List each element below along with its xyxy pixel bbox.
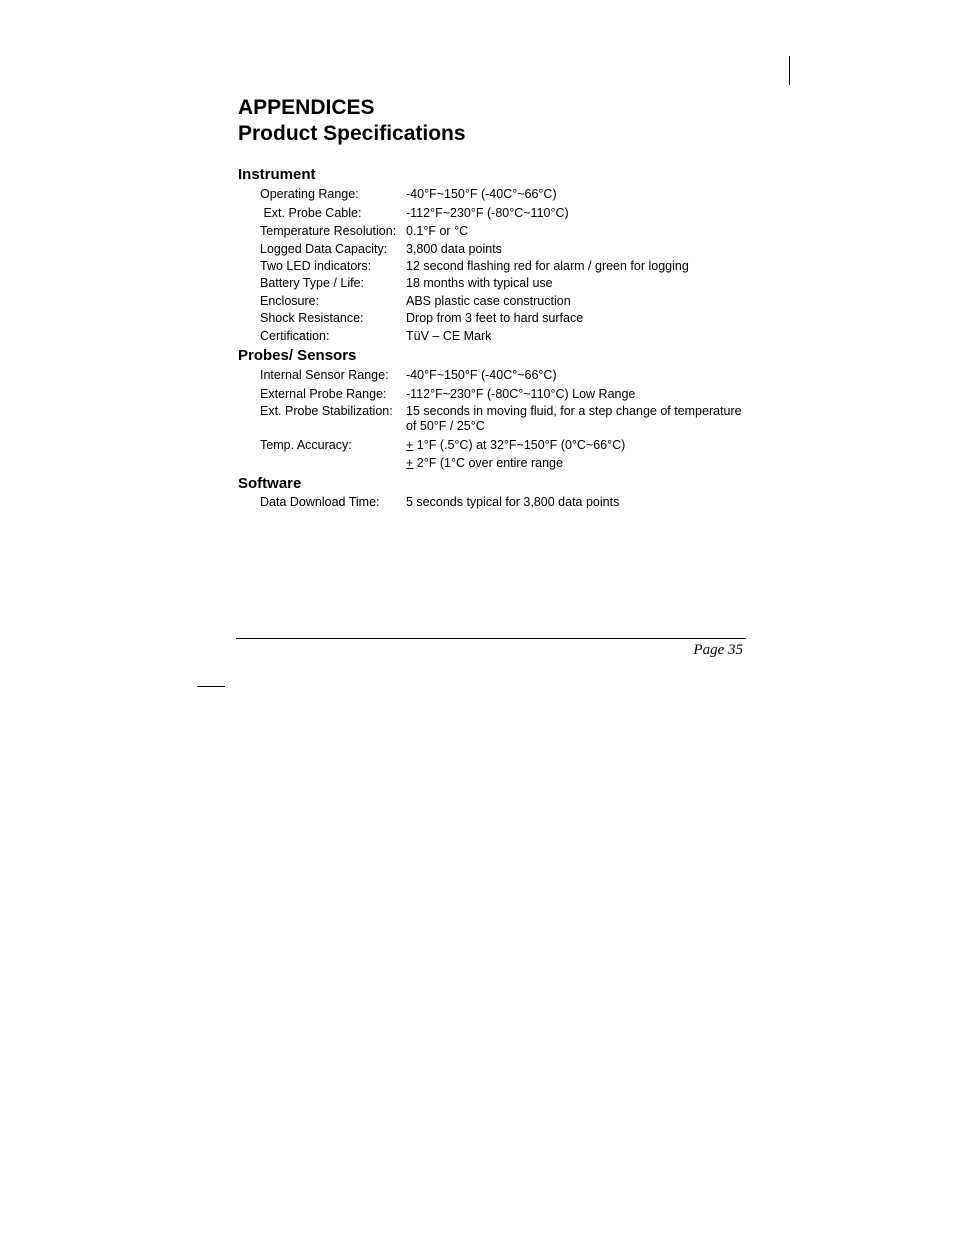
spec-label: Logged Data Capacity: bbox=[260, 242, 388, 256]
spec-label: Battery Type / Life: bbox=[260, 276, 364, 290]
spec-value: 5 seconds typical for 3,800 data points bbox=[406, 495, 620, 509]
spec-value: -40°F~150°F (-40C°~66°C) bbox=[406, 187, 557, 201]
page-heading-product-specifications: Product Specifications bbox=[238, 122, 466, 145]
crop-mark-top bbox=[789, 56, 790, 85]
spec-value bbox=[406, 456, 750, 471]
plus-minus-sign: + bbox=[406, 456, 414, 470]
spec-value: 15 seconds in moving fluid, for a step change of temperature of 50°F / 25°C bbox=[406, 404, 742, 433]
spec-value: -40°F~150°F (-40C°~66°C) bbox=[406, 368, 557, 382]
page-number: Page 35 bbox=[693, 642, 743, 658]
section-title-probes-sensors: Probes/ Sensors bbox=[238, 347, 357, 364]
spec-label: Ext. Probe Stabilization: bbox=[260, 404, 393, 418]
spec-value: 12 second flashing red for alarm / green for logging bbox=[406, 259, 689, 273]
spec-label: Two LED indicators: bbox=[260, 259, 372, 273]
spec-label: Certification: bbox=[260, 329, 330, 343]
spec-value: 3,800 data points bbox=[406, 242, 502, 256]
spec-value: Drop from 3 feet to hard surface bbox=[406, 311, 584, 325]
section-title-software: Software bbox=[238, 475, 302, 492]
section-title-instrument: Instrument bbox=[238, 166, 316, 183]
page-heading-appendices: APPENDICES bbox=[238, 96, 375, 119]
crop-mark-bottom bbox=[197, 686, 225, 687]
spec-label: Temperature Resolution: bbox=[260, 224, 397, 238]
spec-value: TüV – CE Mark bbox=[406, 329, 492, 343]
spec-label: Internal Sensor Range: bbox=[260, 368, 389, 382]
spec-value: 18 months with typical use bbox=[406, 276, 553, 290]
spec-label: Enclosure: bbox=[260, 294, 320, 308]
spec-label: External Probe Range: bbox=[260, 387, 387, 401]
spec-value-text: 2°F (1°C over entire range bbox=[413, 456, 563, 470]
spec-value bbox=[406, 438, 750, 453]
spec-label: Operating Range: bbox=[260, 187, 359, 201]
spec-value: -112°F~230°F (-80C°~110°C) Low Range bbox=[406, 387, 636, 401]
spec-label: Temp. Accuracy: bbox=[260, 438, 352, 452]
spec-value-text: 1°F (.5°C) at 32°F~150°F (0°C~66°C) bbox=[413, 438, 626, 452]
plus-minus-sign: + bbox=[406, 438, 414, 452]
spec-value: -112°F~230°F (-80°C~110°C) bbox=[406, 206, 569, 220]
spec-value: ABS plastic case construction bbox=[406, 294, 571, 308]
footer-rule bbox=[236, 638, 746, 639]
spec-value: 0.1°F or °C bbox=[406, 224, 469, 238]
spec-label: Shock Resistance: bbox=[260, 311, 364, 325]
spec-label: Data Download Time: bbox=[260, 495, 380, 509]
spec-label: Ext. Probe Cable: bbox=[260, 206, 362, 220]
